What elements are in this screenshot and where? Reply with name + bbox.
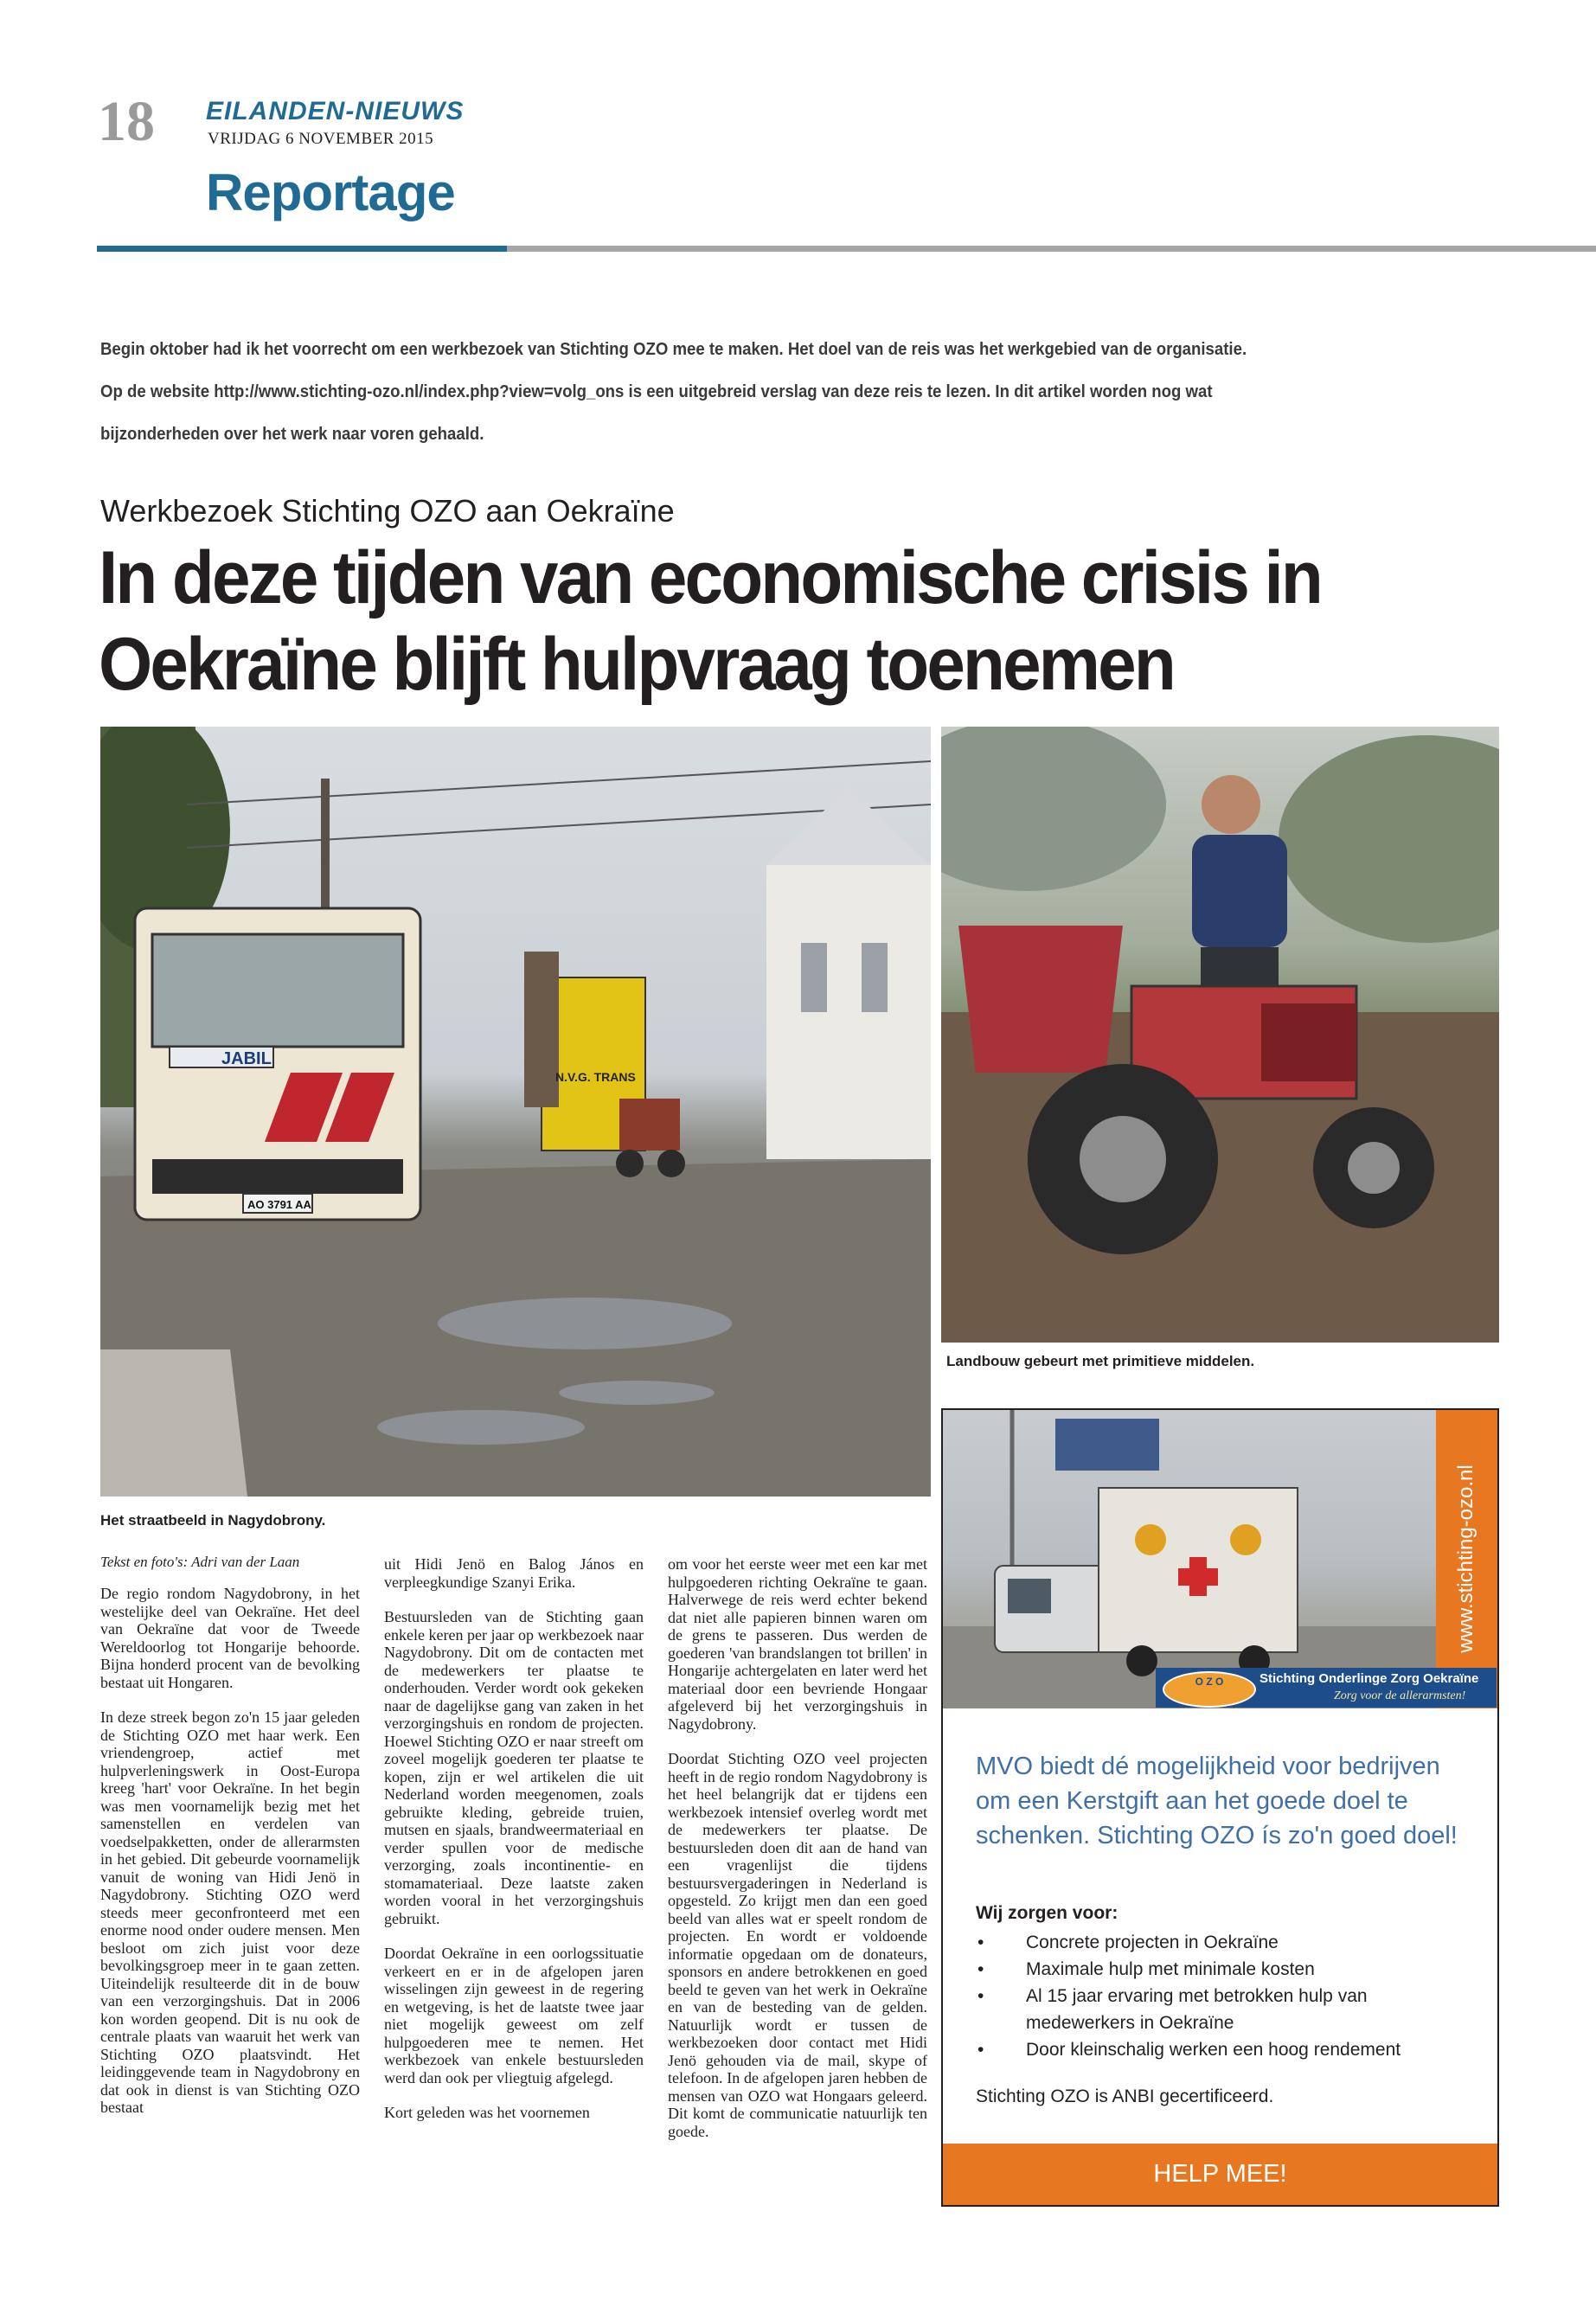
help-mee-button[interactable]: HELP MEE! bbox=[943, 2144, 1497, 2205]
bus-sign: JABIL bbox=[221, 1049, 272, 1068]
article-byline: Tekst en foto's: Adri van der Laan bbox=[100, 1554, 300, 1570]
ozo-advertisement bbox=[941, 1408, 1499, 2207]
paragraph: Bestuursleden van de Stichting gaan enkele keren per jaar op werkbezoek naar Nagydobrony. Dit om de contacten met de medewerkers ter plaatse te onderhouden. Verder wordt ook gekeken naar de dagelijkse gang van zaken in het verzorgingshuis en rondom de projecten. Hoewel Stichting OZO er naar streeft om zoveel mogelijk goederen ter plaatse te kopen, zijn er wel artikelen die uit Nederland worden meegenomen, zoals gebruikte kleding, gebreide truien, mutsen en sjaals, brandweermateriaal en verder spullen voor de medische verzorging, zoals incontinentie- en stomamateriaal. Deze laatste zaken worden vooral in het verzorgingshuis gebruikt. bbox=[384, 1608, 644, 1927]
list-item: • Al 15 jaar ervaring met betrokken hulp van medewerkers in Oekraïne bbox=[976, 1983, 1477, 2036]
ad-organisation-name: Stichting Onderlinge Zorg Oekraïne bbox=[1259, 1671, 1479, 1686]
masthead-logo: EILANDEN-NIEUWS bbox=[206, 97, 465, 125]
intro-paragraph: Begin oktober had ik het voorrecht om een werkbezoek van Stichting OZO mee te maken. Het doel van de reis was het werkgebied van de organisatie. Op de website http://www.stichting-ozo.nl/index.php?view=volg_ons is een uitgebreid verslag van deze reis te lezen. In dit artikel worden nog wat bijzonderheden over het werk naar voren gehaald. bbox=[100, 340, 1247, 444]
ad-certification: Stichting OZO is ANBI gecertificeerd. bbox=[976, 2086, 1274, 2106]
paragraph: Doordat Oekraïne in een oorlogssituatie verkeert en er in de afgelopen jaren wisselingen zijn geweest in de regering en wetgeving, is het de laatste twee jaar niet mogelijk geweest om zelf hulpgoederen mee te nemen. Het werkbezoek van enkele bestuursleden werd dan ook per vliegtuig afgelegd. bbox=[384, 1945, 644, 2086]
section-rule bbox=[507, 246, 1596, 252]
street-photo-caption: Het straatbeeld in Nagydobrony. bbox=[100, 1512, 326, 1529]
ad-benefits-list bbox=[976, 1929, 1477, 2063]
article-kicker: Werkbezoek Stichting OZO aan Oekraïne bbox=[100, 493, 675, 529]
ad-lead-text: MVO biedt dé mogelijkheid voor bedrijven om een Kerstgift aan het goede doel te schenken. Stichting OZO ís zo'n goed doel! bbox=[976, 1753, 1458, 1849]
article-column-3 bbox=[668, 1555, 927, 2157]
ozo-logo: O Z O bbox=[1163, 1671, 1256, 1708]
paragraph: De regio rondom Nagydobrony, in het westelijke deel van Oekraïne. Het deel van Oekraïne dat voor de Tweede Wereldoorlog tot Hongarije behoorde. Bijna honderd procent van de bevolking bestaat uit Hongaren. bbox=[100, 1585, 360, 1691]
ad-list-title: Wij zorgen voor: bbox=[976, 1903, 1118, 1923]
ad-website-url[interactable]: www.stichting-ozo.nl bbox=[1454, 1465, 1477, 1653]
ad-logo-banner bbox=[1156, 1668, 1497, 1708]
list-item: • Maximale hulp met minimale kosten bbox=[976, 1956, 1477, 1983]
list-item: • Door kleinschalig werken een hoog rendement bbox=[976, 2036, 1477, 2063]
ad-tagline: Zorg voor de allerarmsten! bbox=[1334, 1689, 1466, 1702]
article-headline: In deze tijden van economische crisis in Oekraïne blijft hulpvraag toenemen bbox=[99, 536, 1321, 706]
article-column-2 bbox=[384, 1555, 644, 2139]
paragraph: om voor het eerste weer met een kar met hulpgoederen richting Oekraïne te gaan. Halverwege de reis werd echter bekend dat niet alle papieren binnen waren om de grens te passeren. Dus werden de goederen 'van brandslangen tot brillen' in Hongarije achtergelaten en later werd het materiaal door een bevriende Hongaar afgeleverd bij het verzorgingshuis in Nagydobrony. bbox=[668, 1555, 927, 1733]
street-photo bbox=[100, 727, 931, 1497]
section-rule-accent bbox=[97, 246, 507, 252]
paragraph: uit Hidi Jenö en Balog János en verpleegkundige Szanyi Erika. bbox=[384, 1555, 644, 1591]
paragraph: In deze streek begon zo'n 15 jaar geleden de Stichting OZO met haar werk. Een vriendengroep, actief met hulpverleningswerk in Oost-Europa kreeg 'hart' voor Oekraïne. In het begin was men voornamelijk bezig met het samenstellen en verdelen van voedselpakketten, onder de allerarmsten in het gebied. Dit gebeurde voornamelijk vanuit de woning van Hidi Jenö in Nagydobrony. Stichting OZO werd steeds meer geconfronteerd met een enorme nood onder oudere mensen. Men besloot om zich juist voor deze bevolkingsgroep meer in te gaan zetten. Uiteindelijk resulteerde dit in de bouw van een verzorgingshuis. Dat in 2006 kon worden geopend. Dit is nu ook de centrale plaats van waaruit het werk van Stichting OZO plaatsvindt. Het leidinggevende team in Nagydobrony en dat ook in dienst is van Stichting OZO bestaat bbox=[100, 1708, 360, 2116]
list-item: • Concrete projecten in Oekraïne bbox=[976, 1929, 1477, 1956]
paragraph: Kort geleden was het voornemen bbox=[384, 2104, 590, 2121]
bus-license-plate: AO 3791 AA bbox=[247, 1198, 311, 1211]
paragraph: Doordat Stichting OZO veel projecten heeft in de regio rondom Nagydobrony is het heel belangrijk dat er tijdens een werkbezoek intensief overleg wordt met de medewerkers ter plaatse. De bestuursleden doen dit aan de hand van een vragenlijst die tijdens bestuursvergaderingen in Nederland is opgesteld. Zo krijgt men dan een goed beeld van alles wat er speelt rondom de projecten. En wordt er voldoende informatie opgedaan om de donateurs, sponsors en andere betrokkenen en goed beeld te geven van het werk in Oekraïne en van de besteding van de gelden. Natuurlijk wordt er tussen de werkbezoeken door contact met Hidi Jenö gehouden via de mail, skype of telefoon. In de afgelopen jaren hebben de mensen van OZO wat Hongaars geleerd. Dit komt de communicatie natuurlijk ten goede. bbox=[668, 1750, 927, 2140]
ad-photo bbox=[943, 1410, 1436, 1708]
tractor-photo bbox=[941, 727, 1499, 1343]
section-title: Reportage bbox=[206, 163, 455, 221]
tractor-photo-caption: Landbouw gebeurt met primitieve middelen. bbox=[946, 1353, 1255, 1369]
publication-date: VRIJDAG 6 NOVEMBER 2015 bbox=[208, 130, 434, 148]
article-column-1 bbox=[100, 1585, 360, 2134]
truck-sign: N.V.G. TRANS bbox=[555, 1070, 636, 1084]
page-number: 18 bbox=[98, 90, 155, 153]
